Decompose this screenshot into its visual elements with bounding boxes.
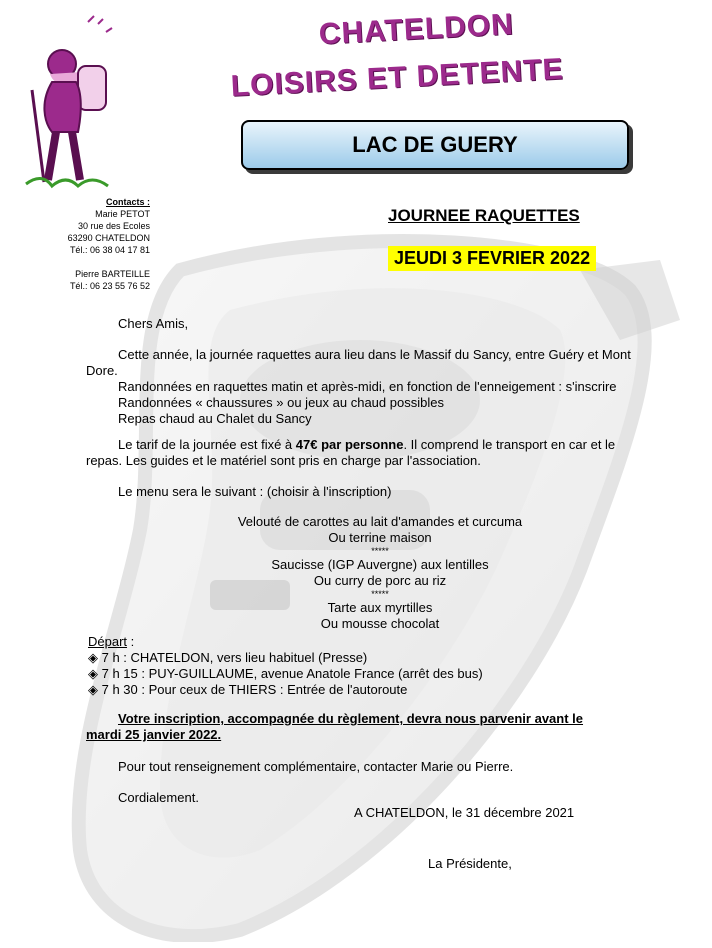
intro-paragraph <box>86 347 646 427</box>
contact-line: Pierre BARTEILLE <box>75 269 150 279</box>
hiker-icon <box>22 12 122 190</box>
inscription-line: Votre inscription, accompagnée du règlement, devra nous parvenir avant le <box>118 711 584 726</box>
event-type-heading: JOURNEE RAQUETTES <box>388 206 580 225</box>
menu-intro: Le menu sera le suivant : (choisir à l'inscription) <box>118 484 392 499</box>
menu-item: Ou curry de porc au riz <box>313 573 447 588</box>
departure-item: ◈ 7 h 30 : Pour ceux de THIERS : Entrée de l'autoroute <box>88 682 408 697</box>
tarif-text: Le tarif de la journée est fixé à <box>118 437 293 452</box>
inscription-deadline: mardi 25 janvier 2022. <box>86 727 222 742</box>
inscription-notice <box>86 711 646 743</box>
departure-item: ◈ 7 h 15 : PUY-GUILLAUME, avenue Anatole France (arrêt des bus) <box>88 666 483 681</box>
depart-section <box>88 634 483 698</box>
tarif-text: repas. Les guides et le matériel sont pris en charge par l'association. <box>86 453 481 468</box>
tarif-text: . Il comprend le transport en car et le <box>403 437 616 452</box>
repas-line: Repas chaud au Chalet du Sancy <box>118 411 312 426</box>
menu-item: Tarte aux myrtilles <box>327 600 433 615</box>
menu-separator: ***** <box>371 546 389 556</box>
renseignement-line: Pour tout renseignement complémentaire, contacter Marie ou Pierre. <box>118 759 514 774</box>
diamond-bullet-icon: ◈ <box>88 682 98 697</box>
event-date-badge: JEUDI 3 FEVRIER 2022 <box>388 246 596 271</box>
diamond-bullet-icon: ◈ <box>88 650 98 665</box>
signature: La Présidente, <box>428 856 512 871</box>
org-title-line2: LOISIRS ET DETENTE <box>230 52 565 103</box>
contact-line: 30 rue des Ecoles <box>77 221 150 231</box>
menu-list <box>180 514 580 632</box>
menu-separator: ***** <box>371 589 389 599</box>
contact-line: 63290 CHATELDON <box>67 233 150 243</box>
event-location-label: LAC DE GUERY <box>352 132 518 157</box>
event-location-box <box>241 120 629 170</box>
depart-heading: Départ <box>88 634 128 649</box>
place-date: A CHATELDON, le 31 décembre 2021 <box>354 805 575 820</box>
contact-line: Marie PETOT <box>95 209 150 219</box>
chaussures-line: Randonnées « chaussures » ou jeux au chaud possibles <box>118 395 444 410</box>
closing: Cordialement. <box>118 790 199 805</box>
contacts-block <box>40 196 150 292</box>
menu-item: Ou mousse chocolat <box>320 616 440 631</box>
tarif-paragraph <box>86 437 646 469</box>
org-title-line1: CHATELDON <box>318 7 515 51</box>
menu-item: Velouté de carottes au lait d'amandes et curcuma <box>237 514 523 529</box>
contacts-heading: Contacts : <box>105 197 150 207</box>
menu-item: Ou terrine maison <box>328 530 432 545</box>
greeting: Chers Amis, <box>118 316 189 331</box>
diamond-bullet-icon: ◈ <box>88 666 98 681</box>
menu-item: Saucisse (IGP Auvergne) aux lentilles <box>271 557 489 572</box>
departure-item: ◈ 7 h : CHATELDON, vers lieu habituel (Presse) <box>88 650 368 665</box>
rando-line: Randonnées en raquettes matin et après-midi, en fonction de l'enneigement : s'inscrire <box>118 379 617 394</box>
tarif-price: 47€ par personne <box>295 437 404 452</box>
contact-phone: Tél.: 06 38 04 17 81 <box>69 245 150 255</box>
intro-line: Dore. <box>86 363 118 378</box>
depart-colon: : <box>127 634 135 649</box>
intro-line: Cette année, la journée raquettes aura lieu dans le Massif du Sancy, entre Guéry et Mont <box>118 347 631 362</box>
contact-phone: Tél.: 06 23 55 76 52 <box>69 281 150 291</box>
